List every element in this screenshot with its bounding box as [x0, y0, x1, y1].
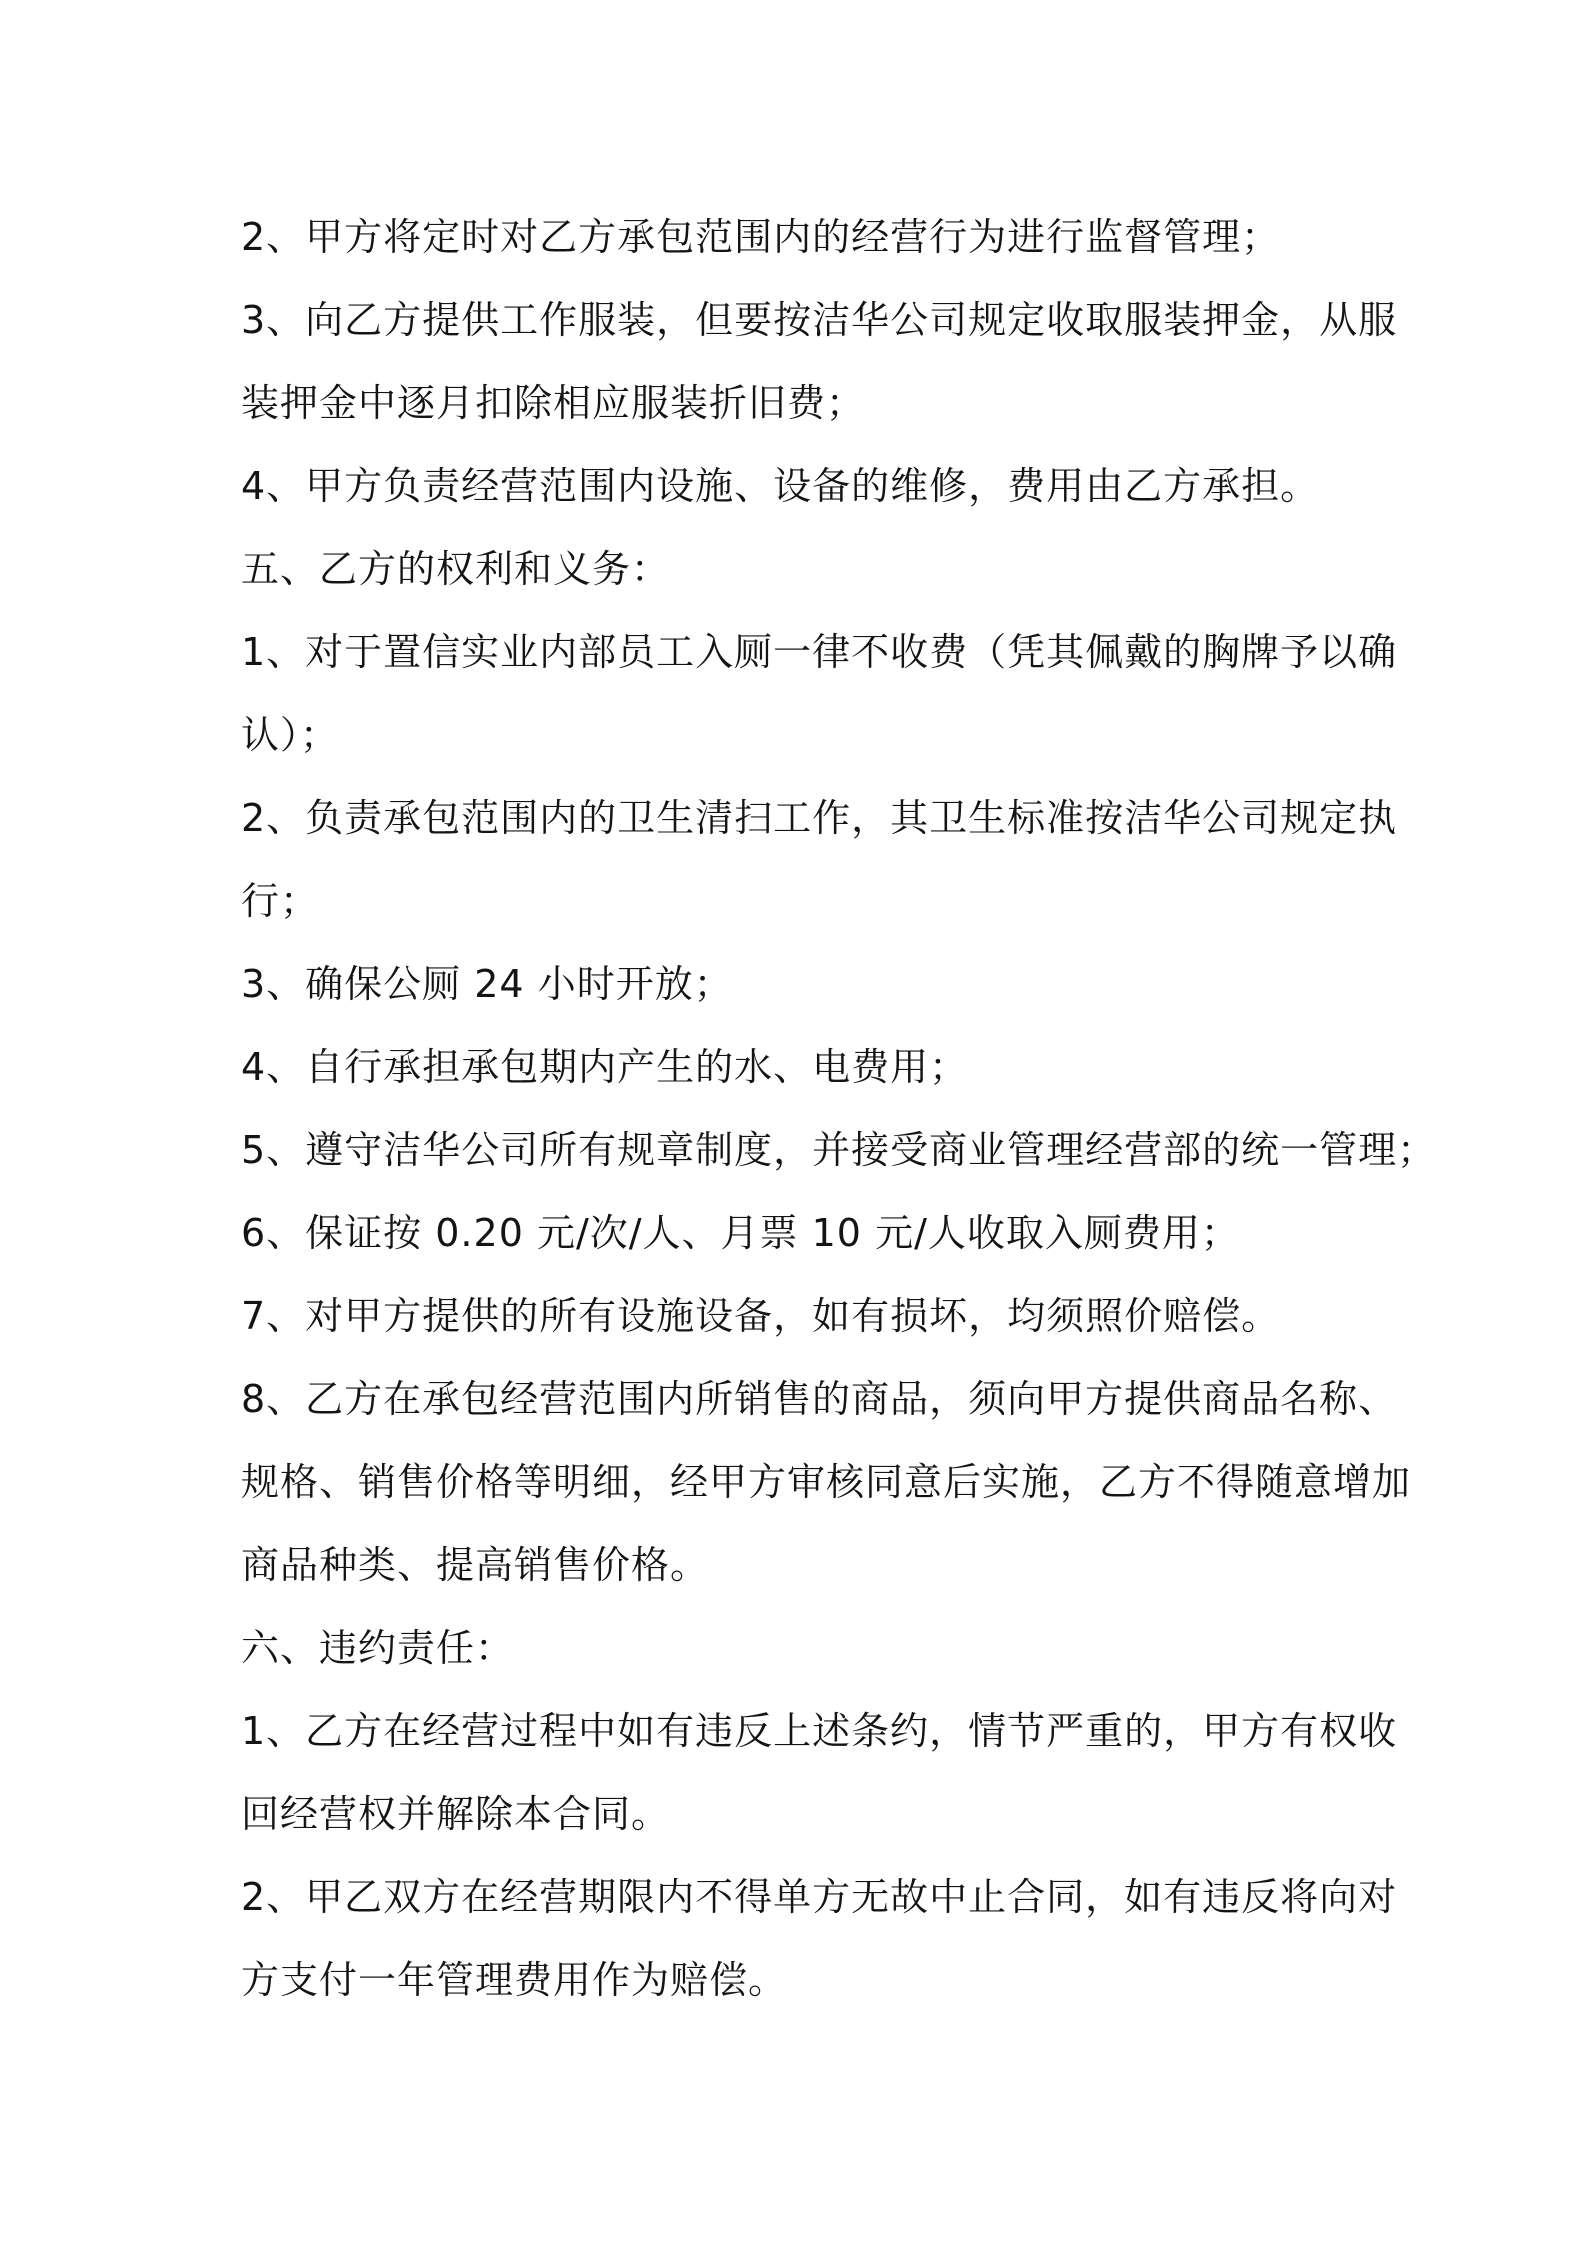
clause-line: 规格、销售价格等明细，经甲方审核同意后实施，乙方不得随意增加	[241, 1460, 1412, 1504]
section-heading: 五、乙方的权利和义务：	[241, 547, 671, 591]
clause-line: 4、甲方负责经营范围内设施、设备的维修，费用由乙方承担。	[241, 464, 1320, 508]
clause-line: 商品种类、提高销售价格。	[241, 1543, 710, 1587]
clause-line: 2、甲乙双方在经营期限内不得单方无故中止合同，如有违反将向对	[241, 1875, 1398, 1919]
clause-line: 3、确保公厕 24 小时开放；	[241, 962, 733, 1006]
section-heading: 六、违约责任：	[241, 1626, 515, 1670]
clause-line: 装押金中逐月扣除相应服装折旧费；	[241, 381, 866, 425]
clause-line: 方支付一年管理费用作为赔偿。	[241, 1958, 788, 2002]
clause-line: 2、负责承包范围内的卫生清扫工作，其卫生标准按洁华公司规定执	[241, 796, 1398, 840]
clause-line: 8、乙方在承包经营范围内所销售的商品，须向甲方提供商品名称、	[241, 1377, 1398, 1421]
clause-line: 1、对于置信实业内部员工入厕一律不收费（凭其佩戴的胸牌予以确	[241, 630, 1398, 674]
clause-line: 6、保证按 0.20 元/次/人、月票 10 元/人收取入厕费用；	[241, 1211, 1240, 1255]
clause-line: 7、对甲方提供的所有设施设备，如有损坏，均须照价赔偿。	[241, 1294, 1281, 1338]
clause-line: 认）；	[241, 713, 340, 757]
clause-line: 4、自行承担承包期内产生的水、电费用；	[241, 1045, 969, 1089]
clause-line: 3、向乙方提供工作服装，但要按洁华公司规定收取服装押金，从服	[241, 298, 1398, 342]
clause-line: 1、乙方在经营过程中如有违反上述条约，情节严重的，甲方有权收	[241, 1709, 1398, 1753]
clause-line: 行；	[241, 879, 320, 923]
clause-line: 5、遵守洁华公司所有规章制度，并接受商业管理经营部的统一管理；	[241, 1128, 1437, 1172]
clause-line: 2、甲方将定时对乙方承包范围内的经营行为进行监督管理；	[241, 215, 1281, 259]
clause-line: 回经营权并解除本合同。	[241, 1792, 671, 1836]
document-body	[241, 196, 1437, 2022]
